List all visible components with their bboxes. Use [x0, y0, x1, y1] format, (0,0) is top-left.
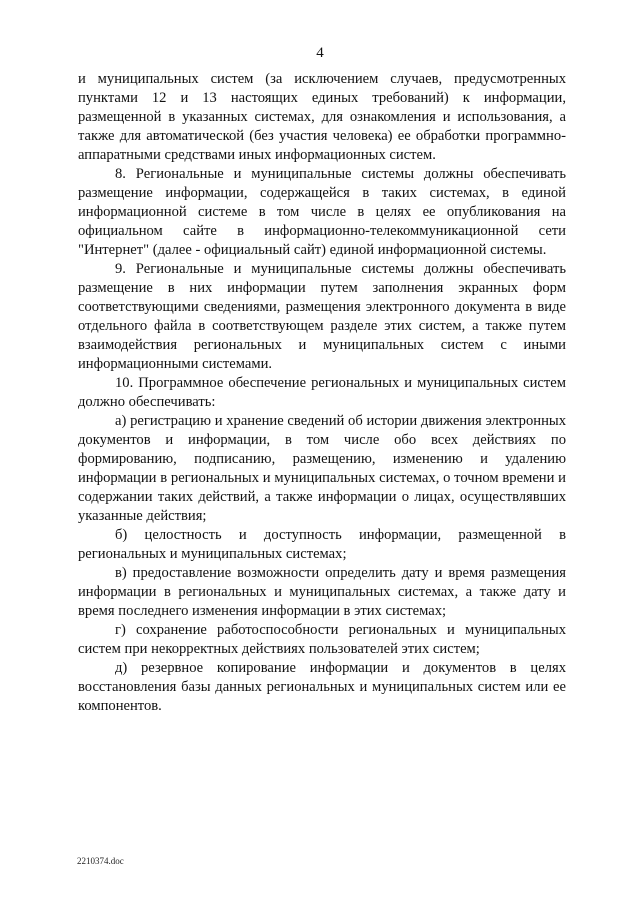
paragraph-item-10-d: д) резервное копирование информации и документов в целях восстановления базы данных региональных и муниципальных систем или ее компонентов.: [78, 660, 566, 714]
paragraph-item-8: 8. Региональные и муниципальные системы должны обеспечивать размещение информации, содержащейся в таких системах, в единой информационной системе в том числе в целях ее опубликования на официальном сайте в информационно-телекоммуникационной сети "Интернет" (далее - официальный сайт) единой информационной системы.: [78, 166, 566, 258]
paragraph-item-10-v: в) предоставление возможности определить дату и время размещения информации в региональных и муниципальных системах, а также дату и время последнего изменения информации в этих системах;: [78, 565, 566, 619]
paragraph-item-10-b: б) целостность и доступность информации, размещенной в региональных и муниципальных системах;: [78, 527, 566, 562]
paragraph-item-10: 10. Программное обеспечение региональных и муниципальных систем должно обеспечивать:: [78, 375, 566, 410]
paragraph-item-10-g: г) сохранение работоспособности региональных и муниципальных систем при некорректных действиях пользователей этих систем;: [78, 622, 566, 657]
paragraph-item-10-a: а) регистрацию и хранение сведений об истории движения электронных документов и информации, в том числе обо всех действиях по формированию, подписанию, размещению, изменению и удалению информации в региональных и муниципальных системах, о точном времени и содержании таких действий, а также информации о лицах, осуществлявших указанные действия;: [78, 413, 566, 524]
footer-file-code: 2210374.doc: [77, 856, 124, 866]
page-number: 4: [316, 45, 324, 61]
paragraph-item-9: 9. Региональные и муниципальные системы должны обеспечивать размещение в них информации путем заполнения экранных форм соответствующими сведениями, размещения электронного документа в виде отдельного файла в соответствующем разделе этих систем, а также путем взаимодействия региональных и муниципальных систем с иными информационными системами.: [78, 261, 566, 372]
document-body: [78, 70, 566, 716]
paragraph-continuation: и муниципальных систем (за исключением случаев, предусмотренных пунктами 12 и 13 настоящих единых требований) к информации, размещенной в указанных системах, для ознакомления и использования, а также для автоматической (без участия человека) ее обработки программно-аппаратными средствами иных информационных систем.: [78, 71, 566, 163]
